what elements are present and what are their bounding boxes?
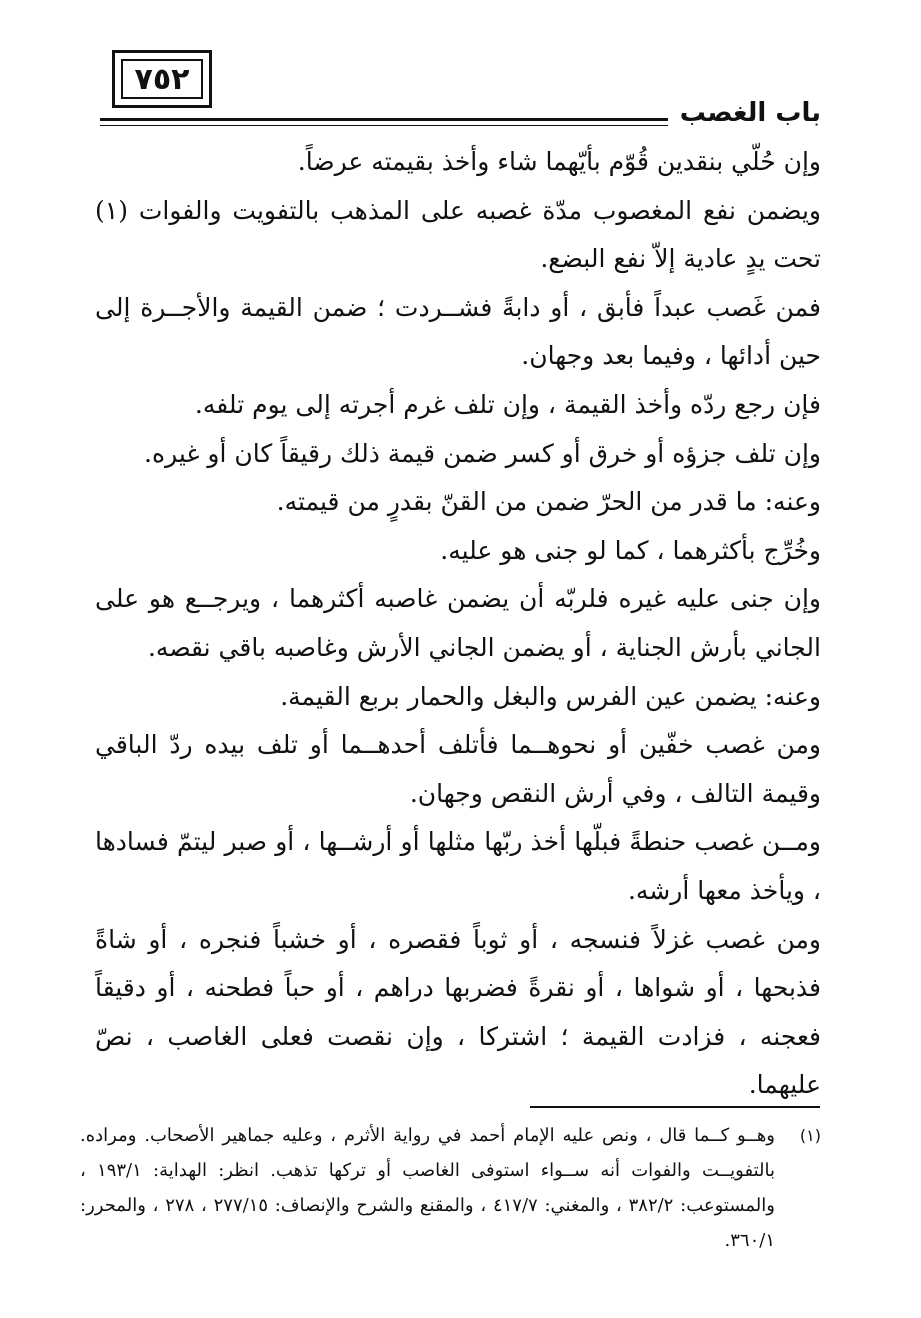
footnote-rule <box>530 1106 820 1108</box>
footnote-item <box>80 1118 821 1258</box>
paragraph: وإن تلف جزؤه أو خرق أو كسر ضمن قيمة ذلك رقيقاً كان أو غيره. <box>144 438 821 468</box>
paragraph: فإن رجع ردّه وأخذ القيمة ، وإن تلف غرم أجرته إلى يوم تلفه. <box>194 389 821 419</box>
page-number-box <box>112 50 212 108</box>
paragraph: فمن غَصب عبداً فأبق ، أو دابةً فشــردت ؛ ضمن القيمة والأجــرة إلى حين أدائها ، وفيما بعد وجهان. <box>95 292 821 371</box>
paragraph: ومــن غصب حنطةً فبلّها أخذ ربّها مثلها أو أرشــها ، أو صبر ليتمّ فسادها ، ويأخذ معها أرشه. <box>95 827 821 905</box>
page-number: ٧٥٢ <box>134 61 190 97</box>
paragraph: ومن غصب غزلاً فنسجه ، أو ثوباً فقصره ، أو خشباً فنجره ، أو شاةً فذبحها ، أو شواها ، أو نقرةً فضربها دراهم ، أو حباً فطحنه ، أو دقيقاً فعجنه ، فزادت القيمة ؛ اشتركا ، وإن نقصت فعلى الغاصب ، نصّ عليهما. <box>95 924 821 1100</box>
footnotes <box>80 1118 821 1258</box>
paragraph: وإن حُلّي بنقدين قُوّم بأيّهما شاء وأخذ بقيمته عرضاً. <box>297 147 821 176</box>
footnote-text: وهــو كــما قال ، ونص عليه الإمام أحمد في رواية الأثرم ، وعليه جماهير الأصحاب. ومراده. بالتفويــت والفوات أنه ســواء استوفى الغاصب أو تركها تذهب. انظر: الهداية: ١٩٣/١ ، والمستوعب: ٣٨٢/٢ ، والمغني: ٤١٧/٧ ، والمقنع والشرح والإنصاف: ٢٧٧/١٥ ، ٢٧٨ ، والمحرر: ٣٦٠/١. <box>80 1125 775 1251</box>
paragraph: ومن غصب خفّين أو نحوهــما فأتلف أحدهــما أو تلف بيده ردّ الباقي وقيمة التالف ، وفي أرش النقص وجهان. <box>95 730 821 808</box>
main-text <box>95 138 821 1110</box>
paragraph: وخُرِّج بأكثرهما ، كما لو جنى هو عليه. <box>440 535 821 565</box>
paragraph: وإن جنى عليه غيره فلربّه أن يضمن غاصبه أكثرهما ، ويرجــع هو على الجاني بأرش الجناية ، أو يضمن الجاني الأرش وغاصبه باقي نقصه. <box>95 584 821 662</box>
paragraph: ويضمن نفع المغصوب مدّة غصبه على المذهب بالتفويت والفوات (١) تحت يدٍ عادية إلاّ نفع البضع. <box>95 195 821 274</box>
paragraph: وعنه: ما قدر من الحرّ ضمن من القنّ بقدرٍ من قيمته. <box>276 487 821 517</box>
paragraph: وعنه: يضمن عين الفرس والبغل والحمار بربع القيمة. <box>280 681 821 711</box>
chapter-title: باب الغصب <box>668 98 821 128</box>
footnote-mark: (١) <box>799 1126 821 1145</box>
